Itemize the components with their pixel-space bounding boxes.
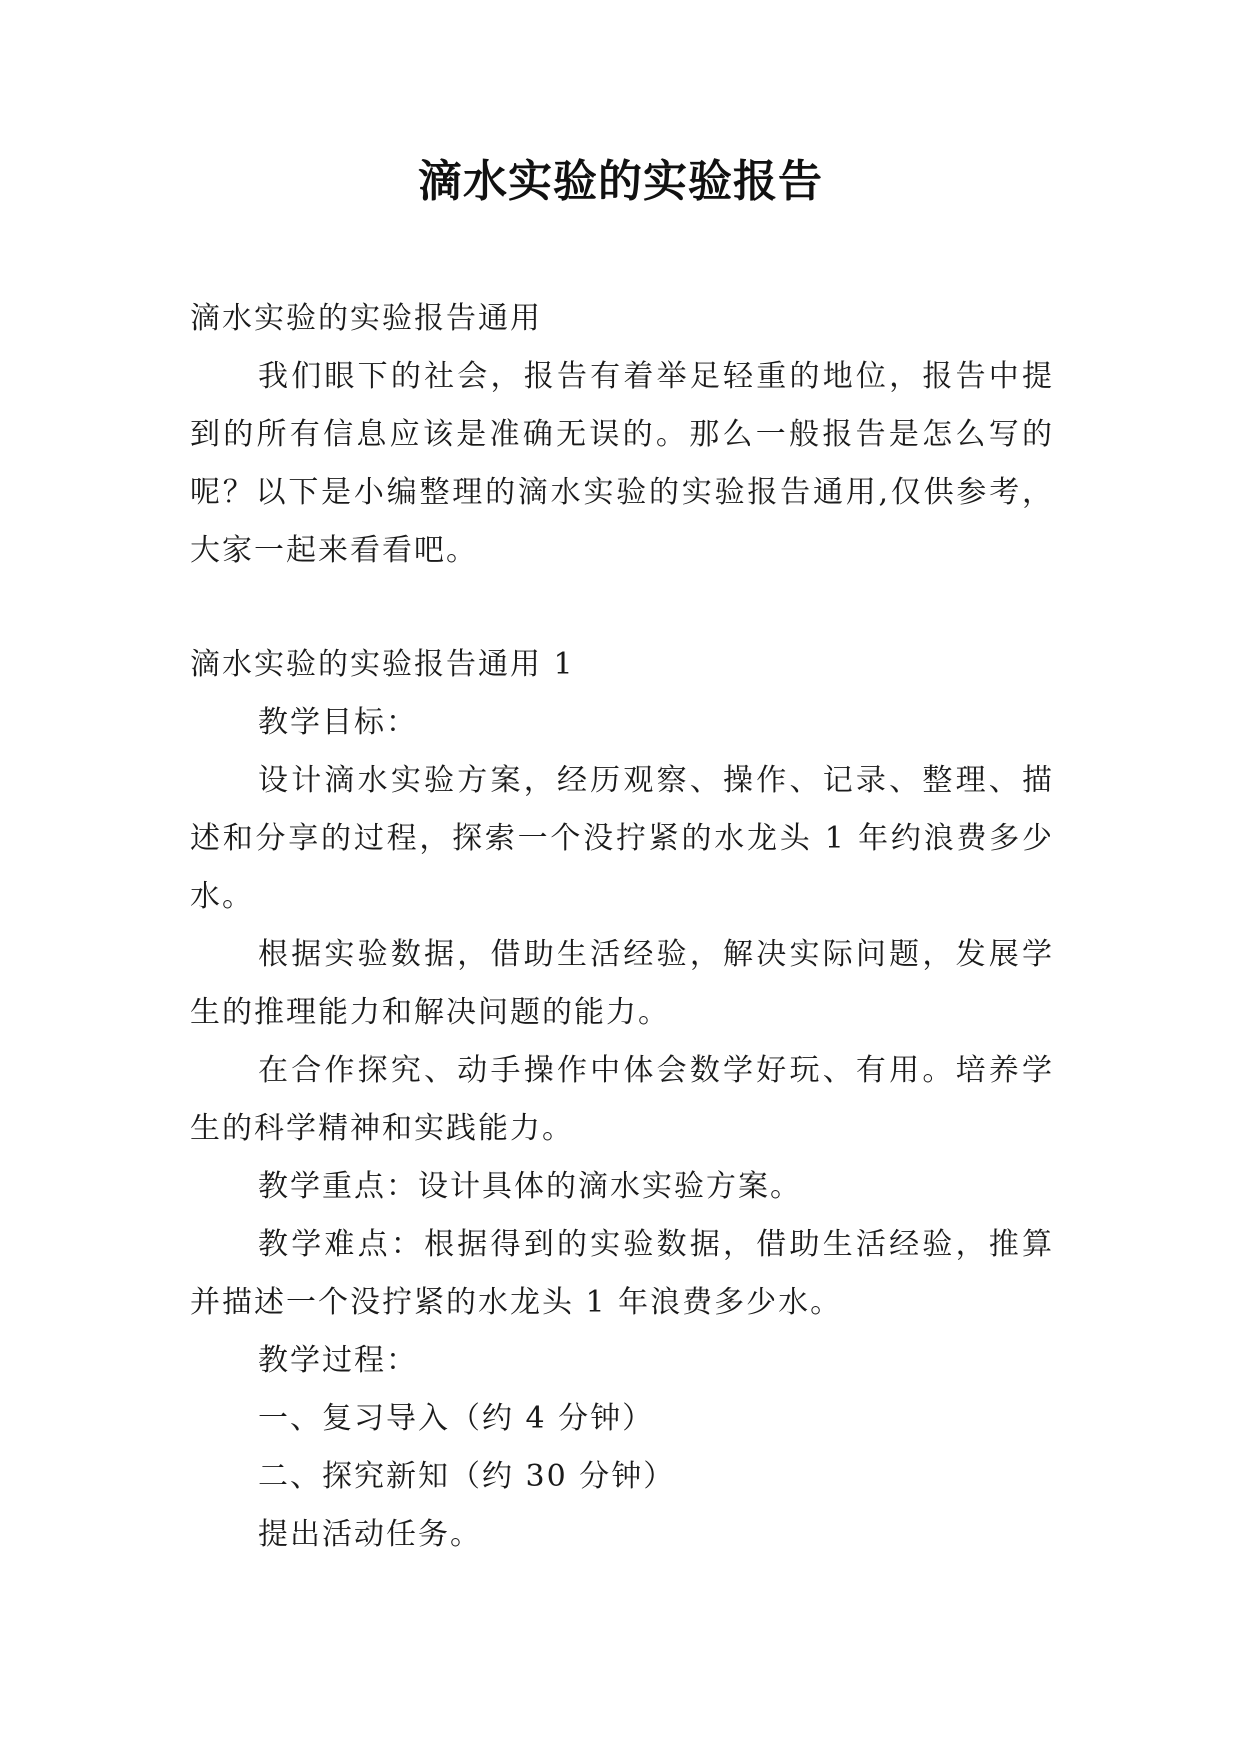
teaching-goals-label: 教学目标：	[258, 705, 418, 740]
goal-paragraph-2: 根据实验数据，借助生活经验，解决实际问题，发展学生的推理能力和解决问题的能力。	[190, 937, 1054, 1030]
document-subtitle: 滴水实验的实验报告通用	[190, 301, 542, 336]
teaching-focus: 教学重点：设计具体的滴水实验方案。	[258, 1169, 802, 1204]
teaching-process-label: 教学过程：	[258, 1343, 418, 1378]
process-step-2: 二、探究新知（约 30 分钟）	[258, 1459, 676, 1494]
activity-task: 提出活动任务。	[258, 1517, 482, 1552]
document-body	[190, 290, 1054, 1564]
intro-paragraph: 我们眼下的社会，报告有着举足轻重的地位，报告中提到的所有信息应该是准确无误的。那么一般报告是怎么写的呢？以下是小编整理的滴水实验的实验报告通用,仅供参考，大家一起来看看吧。	[190, 359, 1054, 568]
process-step-1: 一、复习导入（约 4 分钟）	[258, 1401, 655, 1436]
teaching-difficulty: 教学难点：根据得到的实验数据，借助生活经验，推算并描述一个没拧紧的水龙头 1 年浪费多少水。	[190, 1227, 1054, 1320]
document-title: 滴水实验的实验报告	[418, 156, 823, 207]
goal-paragraph-3: 在合作探究、动手操作中体会数学好玩、有用。培养学生的科学精神和实践能力。	[190, 1053, 1054, 1146]
section-heading: 滴水实验的实验报告通用 1	[190, 647, 575, 682]
goal-paragraph-1: 设计滴水实验方案，经历观察、操作、记录、整理、描述和分享的过程，探索一个没拧紧的水龙头 1 年约浪费多少水。	[190, 763, 1054, 914]
